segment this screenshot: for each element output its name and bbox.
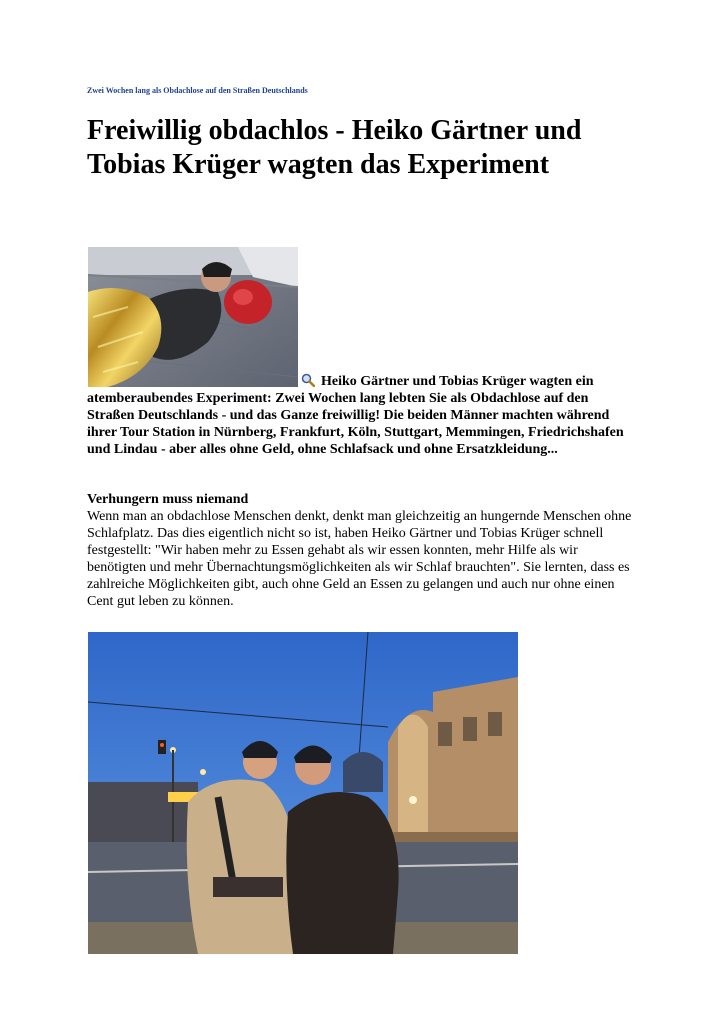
section-heading: Verhungern muss niemand — [87, 492, 249, 507]
article-headline: Freiwillig obdachlos - Heiko Gärtner und Tobias Krüger wagten das Experiment — [87, 115, 582, 180]
photo-sleeping-on-floor[interactable] — [88, 247, 298, 387]
photo-two-men-at-dusk[interactable] — [88, 632, 518, 954]
article-body: Wenn man an obdachlose Menschen denkt, denkt man gleichzeitig an hungernde Menschen ohne Schlafplatz. Das dies eigentlich nicht so ist, haben Heiko Gärtner und Tobias Krüger schnell festgestellt: "Wir haben mehr zu Essen gehabt als wir essen konnten, mehr Hilfe als wir benötigten und mehr Übernachtungsmöglichkeiten als wir Schlaf brauchten". Sie lernten, dass es zahlreiche Möglichkeiten gibt, auch ohne Geld an Essen zu gelangen und auch nur ohne einen Cent gut leben zu können. — [87, 509, 632, 609]
article-lead: Heiko Gärtner und Tobias Krüger wagten ein atemberaubendes Experiment: Zwei Wochen lang lebten Sie als Obdachlose auf den Straßen Deutschlands - und das Ganze freiwillig! Die beiden Männer machten während ihrer Tour Station in Nürnberg, Frankfurt, Köln, Stuttgart, Memmingen, Friedrichshafen und Lindau - aber alles ohne Geld, ohne Schlafsack und ohne Ersatzkleidung... — [87, 374, 624, 457]
article-kicker[interactable]: Zwei Wochen lang als Obdachlose auf den Straßen Deutschlands — [87, 86, 308, 95]
